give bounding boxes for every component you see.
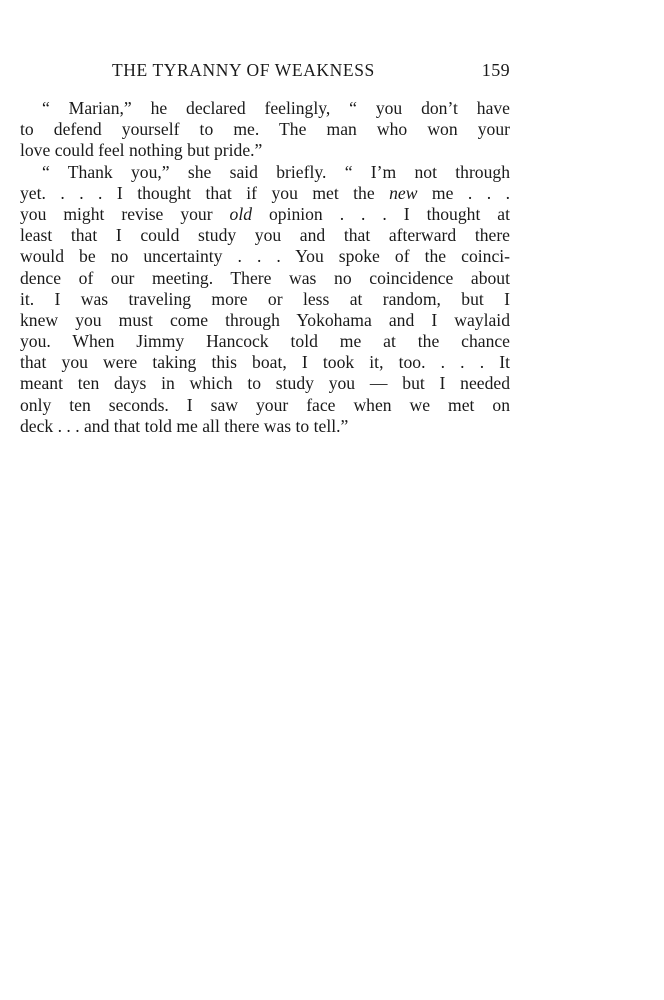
text-line: least that I could study you and that afterward there xyxy=(20,225,510,246)
text-line: “ Marian,” he declared feelingly, “ you don’t have xyxy=(42,98,510,118)
paragraph xyxy=(20,98,510,162)
text-line: you might revise your old opinion . . . I thought at xyxy=(20,203,510,224)
running-head xyxy=(20,60,510,92)
text-line: yet. . . . I thought that if you met the new me . . . xyxy=(20,182,510,203)
text-line: love could feel nothing but pride.” xyxy=(20,140,263,161)
paragraph xyxy=(20,162,510,437)
text-line: to defend yourself to me. The man who won your xyxy=(20,119,510,140)
text-line: that you were taking this boat, I took it, too. . . . It xyxy=(20,352,510,373)
text-line: “ Thank you,” she said briefly. “ I’m not through xyxy=(42,161,510,182)
page-number: 159 xyxy=(481,60,510,80)
text-line: would be no uncertainty . . . You spoke of the coinci- xyxy=(20,246,510,267)
text-line: only ten seconds. I saw your face when we met on xyxy=(20,394,510,415)
text-line: meant ten days in which to study you — but I needed xyxy=(20,373,510,394)
text-line: knew you must come through Yokohama and I waylaid xyxy=(20,309,510,330)
text-line: it. I was traveling more or less at random, but I xyxy=(20,288,510,309)
text-line: dence of our meeting. There was no coincidence about xyxy=(20,267,510,288)
book-page xyxy=(20,60,510,437)
running-title: THE TYRANNY OF WEAKNESS xyxy=(112,60,375,80)
text-line: you. When Jimmy Hancock told me at the chance xyxy=(20,331,510,352)
text-line: deck . . . and that told me all there was to tell.” xyxy=(20,415,349,436)
